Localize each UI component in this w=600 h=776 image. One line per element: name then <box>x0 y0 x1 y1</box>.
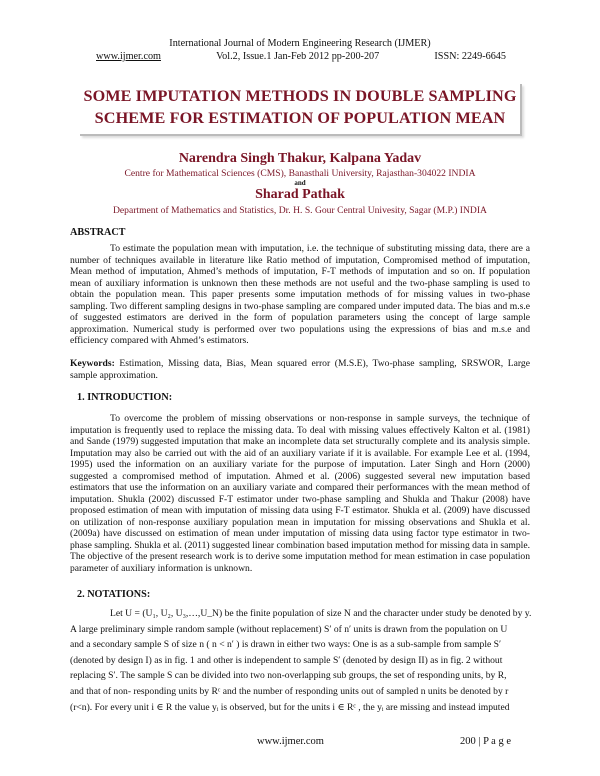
issn: ISSN: 2249-6645 <box>434 51 506 62</box>
journal-name: International Journal of Modern Engineering Research (IJMER) <box>169 38 431 49</box>
authors-secondary: Sharad Pathak <box>255 187 345 202</box>
notations-line-2: A large preliminary simple random sample (without replacement) S′ of n′ units is drawn from the population on U <box>70 623 508 635</box>
abstract-text: To estimate the population mean with imputation, i.e. the technique of substituting missing data, there are a number of techniques available in literature like Ratio method of imputation, Compromised method of imputation, Mean method of imputation, Ahmed’s methods of imputation, F-T methods of imputation and so on. If population mean of auxiliary information is unknown then these methods are not useful and the two-phase sampling is used to obtain the population mean. This paper presents some imputation methods of for missing values in two-phase sampling. Two different sampling designs in two-phase sampling are compared under imputed data. The bias and m.s.e of suggested estimators are derived in the form of population parameters using the concept of large sample approximation. Numerical study is performed over two populations using the expressions of bias and m.s.e and efficiency compared with Ahmed’s estimators. <box>70 243 530 346</box>
notations-body <box>70 606 530 715</box>
authors-conjunction: and <box>294 179 306 187</box>
intro-heading: 1. INTRODUCTION: <box>77 392 173 403</box>
paper-title-line-1: SOME IMPUTATION METHODS IN DOUBLE SAMPLING <box>83 87 517 105</box>
notations-line-3: and a secondary sample S of size n ( n < n′ ) is drawn in either two ways: One is as a sub-sample from sample S′ <box>70 639 502 651</box>
keywords-label: Keywords: <box>70 358 115 369</box>
intro-text: To overcome the problem of missing observations or non-response in sample surveys, the technique of imputation is frequently used to replace the missing data. To deal with missing values effectively Kalton et al. (1981) and Sande (1979) suggested imputation that make an incomplete data set structurally complete and its analysis simple. Imputation may also be carried out with the aid of an auxiliary variate if it is available. For example Lee et al. (1994, 1995) used the information on an auxiliary variate for the purpose of imputation. Later Singh and Horn (2000) suggested a compromised method of imputation. Ahmed et al. (2006) suggested several new imputation based estimators that use the information on an auxiliary variate and compared their performances with the mean method of imputation. Shukla (2002) discussed F-T estimator under two-phase sampling and Shukla and Thakur (2008) have proposed estimation of mean with imputation of missing data using F-T estimator. Shukla et al. (2009) have discussed on utilization of non-response auxiliary population mean in imputation for missing observations and Shukla et al. (2009a) have discussed on estimation of mean under imputation of missing data using factor type estimator in two-phase sampling. Shukla et al. (2011) suggested linear combination based imputation method for missing data in sample. The objective of the present research work is to derive some imputation method for mean estimation in case population parameter of auxiliary information is unknown. <box>70 413 530 574</box>
keywords <box>70 358 530 381</box>
paper-title-line-2: SCHEME FOR ESTIMATION OF POPULATION MEAN <box>94 109 506 127</box>
abstract-heading: ABSTRACT <box>70 227 126 238</box>
authors-primary: Narendra Singh Thakur, Kalpana Yadav <box>178 151 422 166</box>
footer-website[interactable]: www.ijmer.com <box>257 736 324 747</box>
notations-line-6: and that of non- responding units by Rᶜ and the number of responding units out of sampled n units be denoted by r <box>70 685 509 697</box>
abstract-body <box>70 243 530 347</box>
footer-page-number: 200 | P a g e <box>460 736 511 747</box>
intro-body <box>70 413 530 574</box>
journal-meta <box>96 51 506 62</box>
affiliation-primary: Centre for Mathematical Sciences (CMS), Banasthali University, Rajasthan-304022 INDIA <box>124 168 476 179</box>
keywords-text: Estimation, Missing data, Bias, Mean squared error (M.S.E), Two-phase sampling, SRSWOR, Large sample approximation. <box>70 358 530 381</box>
notations-line-7: (r<n). For every unit i ∈ R the value yᵢ is observed, but for the units i ∈ Rᶜ , the yᵢ are missing and instead imputed <box>70 701 510 713</box>
affiliation-secondary: Department of Mathematics and Statistics, Dr. H. S. Gour Central Univesity, Sagar (M.P.) INDIA <box>112 205 487 216</box>
notations-line-5: replacing S′. The sample S can be divided into two non-overlapping sub groups, the set of responding units, by R, <box>70 670 507 682</box>
journal-website-link[interactable]: www.ijmer.com <box>96 51 161 62</box>
volume-info: Vol.2, Issue.1 Jan-Feb 2012 pp-200-207 <box>216 51 380 62</box>
notations-line-1: Let U = (U₁, U₂, U₃,…,U_N) be the finite population of size N and the character under study be denoted by y. <box>110 608 532 619</box>
title-box <box>80 84 522 136</box>
notations-heading: 2. NOTATIONS: <box>77 589 151 600</box>
notations-line-4: (denoted by design I) as in fig. 1 and other is independent to sample S′ (denoted by design II) as in fig. 2 without <box>70 654 503 666</box>
